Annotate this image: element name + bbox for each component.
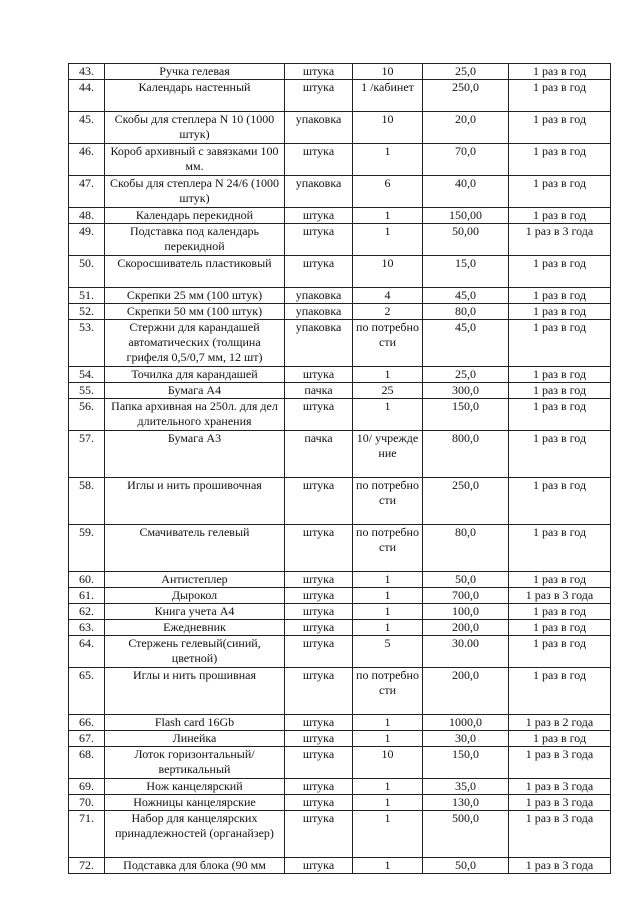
unit-cell: упаковка	[285, 320, 353, 367]
unit-cell: упаковка	[285, 288, 353, 304]
period-cell: 1 раз в год	[509, 731, 611, 747]
price-cell: 30.00	[423, 636, 509, 668]
table-row	[69, 636, 611, 668]
item-name-cell: Скрепки 25 мм (100 штук)	[105, 288, 285, 304]
quantity-cell: 1	[353, 779, 423, 795]
item-name-cell: Ножницы канцелярские	[105, 795, 285, 811]
item-name-cell: Скоросшиватель пластиковый	[105, 256, 285, 288]
table-row	[69, 64, 611, 80]
unit-cell: штука	[285, 858, 353, 874]
price-cell: 300,0	[423, 383, 509, 399]
document-page	[68, 63, 611, 874]
quantity-cell: 1	[353, 399, 423, 431]
quantity-cell: 2	[353, 304, 423, 320]
table-row	[69, 176, 611, 208]
item-name-cell: Ручка гелевая	[105, 64, 285, 80]
price-cell: 50,0	[423, 572, 509, 588]
supplies-table	[68, 63, 611, 874]
period-cell: 1 раз в год	[509, 431, 611, 478]
item-name-cell: Бумага А4	[105, 383, 285, 399]
price-cell: 800,0	[423, 431, 509, 478]
quantity-cell: по потребно сти	[353, 668, 423, 715]
quantity-cell: по потребно сти	[353, 320, 423, 367]
quantity-cell: 10	[353, 64, 423, 80]
item-name-cell: Скрепки 50 мм (100 штук)	[105, 304, 285, 320]
table-row	[69, 224, 611, 256]
price-cell: 35,0	[423, 779, 509, 795]
item-name-cell: Папка архивная на 250л. для дел длительного хранения	[105, 399, 285, 431]
quantity-cell: 1	[353, 858, 423, 874]
price-cell: 50,0	[423, 858, 509, 874]
quantity-cell: 1	[353, 208, 423, 224]
table-row	[69, 367, 611, 383]
unit-cell: штука	[285, 811, 353, 858]
item-name-cell: Линейка	[105, 731, 285, 747]
quantity-cell: 1	[353, 604, 423, 620]
item-name-cell: Подставка под календарь перекидной	[105, 224, 285, 256]
item-name-cell: Календарь настенный	[105, 80, 285, 112]
price-cell: 80,0	[423, 525, 509, 572]
price-cell: 45,0	[423, 320, 509, 367]
item-name-cell: Иглы и нить прошивочная	[105, 478, 285, 525]
item-name-cell: Стержни для карандашей автоматических (толщина грифеля 0,5/0,7 мм, 12 шт)	[105, 320, 285, 367]
price-cell: 200,0	[423, 620, 509, 636]
table-row	[69, 431, 611, 478]
row-number-cell: 70.	[69, 795, 105, 811]
unit-cell: штука	[285, 779, 353, 795]
unit-cell: штука	[285, 525, 353, 572]
quantity-cell: 10	[353, 256, 423, 288]
period-cell: 1 раз в год	[509, 256, 611, 288]
quantity-cell: 1	[353, 224, 423, 256]
price-cell: 25,0	[423, 367, 509, 383]
table-row	[69, 572, 611, 588]
table-row	[69, 731, 611, 747]
table-row	[69, 304, 611, 320]
unit-cell: штука	[285, 731, 353, 747]
period-cell: 1 раз в год	[509, 478, 611, 525]
quantity-cell: 1	[353, 620, 423, 636]
row-number-cell: 45.	[69, 112, 105, 144]
table-row	[69, 383, 611, 399]
quantity-cell: 25	[353, 383, 423, 399]
price-cell: 150,0	[423, 399, 509, 431]
price-cell: 500,0	[423, 811, 509, 858]
price-cell: 150,00	[423, 208, 509, 224]
table-row	[69, 525, 611, 572]
row-number-cell: 55.	[69, 383, 105, 399]
row-number-cell: 46.	[69, 144, 105, 176]
period-cell: 1 раз в год	[509, 320, 611, 367]
table-row	[69, 144, 611, 176]
period-cell: 1 раз в 3 года	[509, 858, 611, 874]
quantity-cell: 1	[353, 795, 423, 811]
unit-cell: штука	[285, 636, 353, 668]
unit-cell: штука	[285, 747, 353, 779]
period-cell: 1 раз в год	[509, 525, 611, 572]
unit-cell: штука	[285, 795, 353, 811]
period-cell: 1 раз в год	[509, 144, 611, 176]
item-name-cell: Дырокол	[105, 588, 285, 604]
period-cell: 1 раз в 3 года	[509, 795, 611, 811]
row-number-cell: 71.	[69, 811, 105, 858]
period-cell: 1 раз в год	[509, 304, 611, 320]
row-number-cell: 49.	[69, 224, 105, 256]
unit-cell: пачка	[285, 431, 353, 478]
table-row	[69, 668, 611, 715]
row-number-cell: 52.	[69, 304, 105, 320]
period-cell: 1 раз в год	[509, 112, 611, 144]
supplies-table-body	[69, 64, 611, 874]
table-row	[69, 779, 611, 795]
unit-cell: штука	[285, 588, 353, 604]
row-number-cell: 57.	[69, 431, 105, 478]
period-cell: 1 раз в год	[509, 620, 611, 636]
quantity-cell: 5	[353, 636, 423, 668]
item-name-cell: Подставка для блока (90 мм	[105, 858, 285, 874]
price-cell: 1000,0	[423, 715, 509, 731]
table-row	[69, 80, 611, 112]
quantity-cell: 1	[353, 367, 423, 383]
unit-cell: штука	[285, 478, 353, 525]
price-cell: 20,0	[423, 112, 509, 144]
item-name-cell: Набор для канцелярских принадлежностей (органайзер)	[105, 811, 285, 858]
price-cell: 150,0	[423, 747, 509, 779]
quantity-cell: 1	[353, 715, 423, 731]
row-number-cell: 59.	[69, 525, 105, 572]
row-number-cell: 47.	[69, 176, 105, 208]
item-name-cell: Стержень гелевый(синий, цветной)	[105, 636, 285, 668]
table-row	[69, 208, 611, 224]
period-cell: 1 раз в год	[509, 288, 611, 304]
table-row	[69, 858, 611, 874]
row-number-cell: 56.	[69, 399, 105, 431]
period-cell: 1 раз в 3 года	[509, 747, 611, 779]
row-number-cell: 43.	[69, 64, 105, 80]
price-cell: 25,0	[423, 64, 509, 80]
row-number-cell: 48.	[69, 208, 105, 224]
unit-cell: штука	[285, 80, 353, 112]
item-name-cell: Книга учета А4	[105, 604, 285, 620]
unit-cell: упаковка	[285, 304, 353, 320]
price-cell: 50,00	[423, 224, 509, 256]
unit-cell: штука	[285, 604, 353, 620]
price-cell: 250,0	[423, 80, 509, 112]
unit-cell: штука	[285, 144, 353, 176]
item-name-cell: Лоток горизонтальный/ вертикальный	[105, 747, 285, 779]
price-cell: 250,0	[423, 478, 509, 525]
period-cell: 1 раз в год	[509, 64, 611, 80]
unit-cell: штука	[285, 668, 353, 715]
unit-cell: штука	[285, 367, 353, 383]
period-cell: 1 раз в 3 года	[509, 811, 611, 858]
row-number-cell: 66.	[69, 715, 105, 731]
price-cell: 45,0	[423, 288, 509, 304]
table-row	[69, 256, 611, 288]
quantity-cell: 1	[353, 144, 423, 176]
quantity-cell: 10/ учрежде ние	[353, 431, 423, 478]
item-name-cell: Антистеплер	[105, 572, 285, 588]
quantity-cell: 6	[353, 176, 423, 208]
item-name-cell: Короб архивный с завязками 100 мм.	[105, 144, 285, 176]
item-name-cell: Скобы для степлера N 24/6 (1000 штук)	[105, 176, 285, 208]
table-row	[69, 112, 611, 144]
period-cell: 1 раз в год	[509, 399, 611, 431]
table-row	[69, 478, 611, 525]
row-number-cell: 50.	[69, 256, 105, 288]
item-name-cell: Иглы и нить прошивная	[105, 668, 285, 715]
quantity-cell: 1	[353, 731, 423, 747]
table-row	[69, 811, 611, 858]
period-cell: 1 раз в 3 года	[509, 224, 611, 256]
row-number-cell: 65.	[69, 668, 105, 715]
row-number-cell: 60.	[69, 572, 105, 588]
unit-cell: штука	[285, 572, 353, 588]
row-number-cell: 64.	[69, 636, 105, 668]
period-cell: 1 раз в год	[509, 208, 611, 224]
price-cell: 700,0	[423, 588, 509, 604]
period-cell: 1 раз в 3 года	[509, 779, 611, 795]
unit-cell: штука	[285, 224, 353, 256]
period-cell: 1 раз в 2 года	[509, 715, 611, 731]
price-cell: 130,0	[423, 795, 509, 811]
table-row	[69, 620, 611, 636]
quantity-cell: 1 /кабинет	[353, 80, 423, 112]
item-name-cell: Смачиватель гелевый	[105, 525, 285, 572]
period-cell: 1 раз в год	[509, 604, 611, 620]
period-cell: 1 раз в год	[509, 176, 611, 208]
unit-cell: штука	[285, 208, 353, 224]
quantity-cell: 1	[353, 588, 423, 604]
item-name-cell: Скобы для степлера N 10 (1000 штук)	[105, 112, 285, 144]
row-number-cell: 44.	[69, 80, 105, 112]
price-cell: 15,0	[423, 256, 509, 288]
price-cell: 40,0	[423, 176, 509, 208]
row-number-cell: 69.	[69, 779, 105, 795]
item-name-cell: Точилка для карандашей	[105, 367, 285, 383]
unit-cell: штука	[285, 715, 353, 731]
quantity-cell: 4	[353, 288, 423, 304]
item-name-cell: Бумага А3	[105, 431, 285, 478]
row-number-cell: 72.	[69, 858, 105, 874]
table-row	[69, 320, 611, 367]
item-name-cell: Ежедневник	[105, 620, 285, 636]
item-name-cell: Flash card 16Gb	[105, 715, 285, 731]
table-row	[69, 747, 611, 779]
unit-cell: штука	[285, 256, 353, 288]
unit-cell: упаковка	[285, 112, 353, 144]
item-name-cell: Нож канцелярский	[105, 779, 285, 795]
table-row	[69, 795, 611, 811]
period-cell: 1 раз в год	[509, 572, 611, 588]
item-name-cell: Календарь перекидной	[105, 208, 285, 224]
table-row	[69, 288, 611, 304]
table-row	[69, 715, 611, 731]
row-number-cell: 68.	[69, 747, 105, 779]
table-row	[69, 588, 611, 604]
row-number-cell: 62.	[69, 604, 105, 620]
row-number-cell: 58.	[69, 478, 105, 525]
quantity-cell: по потребно сти	[353, 525, 423, 572]
quantity-cell: 1	[353, 811, 423, 858]
row-number-cell: 53.	[69, 320, 105, 367]
unit-cell: упаковка	[285, 176, 353, 208]
unit-cell: штука	[285, 64, 353, 80]
period-cell: 1 раз в год	[509, 668, 611, 715]
price-cell: 70,0	[423, 144, 509, 176]
price-cell: 30,0	[423, 731, 509, 747]
unit-cell: штука	[285, 399, 353, 431]
quantity-cell: 1	[353, 572, 423, 588]
quantity-cell: по потребно сти	[353, 478, 423, 525]
price-cell: 80,0	[423, 304, 509, 320]
row-number-cell: 63.	[69, 620, 105, 636]
period-cell: 1 раз в год	[509, 636, 611, 668]
row-number-cell: 61.	[69, 588, 105, 604]
price-cell: 200,0	[423, 668, 509, 715]
period-cell: 1 раз в год	[509, 383, 611, 399]
quantity-cell: 10	[353, 747, 423, 779]
price-cell: 100,0	[423, 604, 509, 620]
row-number-cell: 54.	[69, 367, 105, 383]
period-cell: 1 раз в год	[509, 80, 611, 112]
period-cell: 1 раз в 3 года	[509, 588, 611, 604]
table-row	[69, 604, 611, 620]
quantity-cell: 10	[353, 112, 423, 144]
unit-cell: штука	[285, 620, 353, 636]
table-row	[69, 399, 611, 431]
period-cell: 1 раз в год	[509, 367, 611, 383]
row-number-cell: 67.	[69, 731, 105, 747]
row-number-cell: 51.	[69, 288, 105, 304]
unit-cell: пачка	[285, 383, 353, 399]
